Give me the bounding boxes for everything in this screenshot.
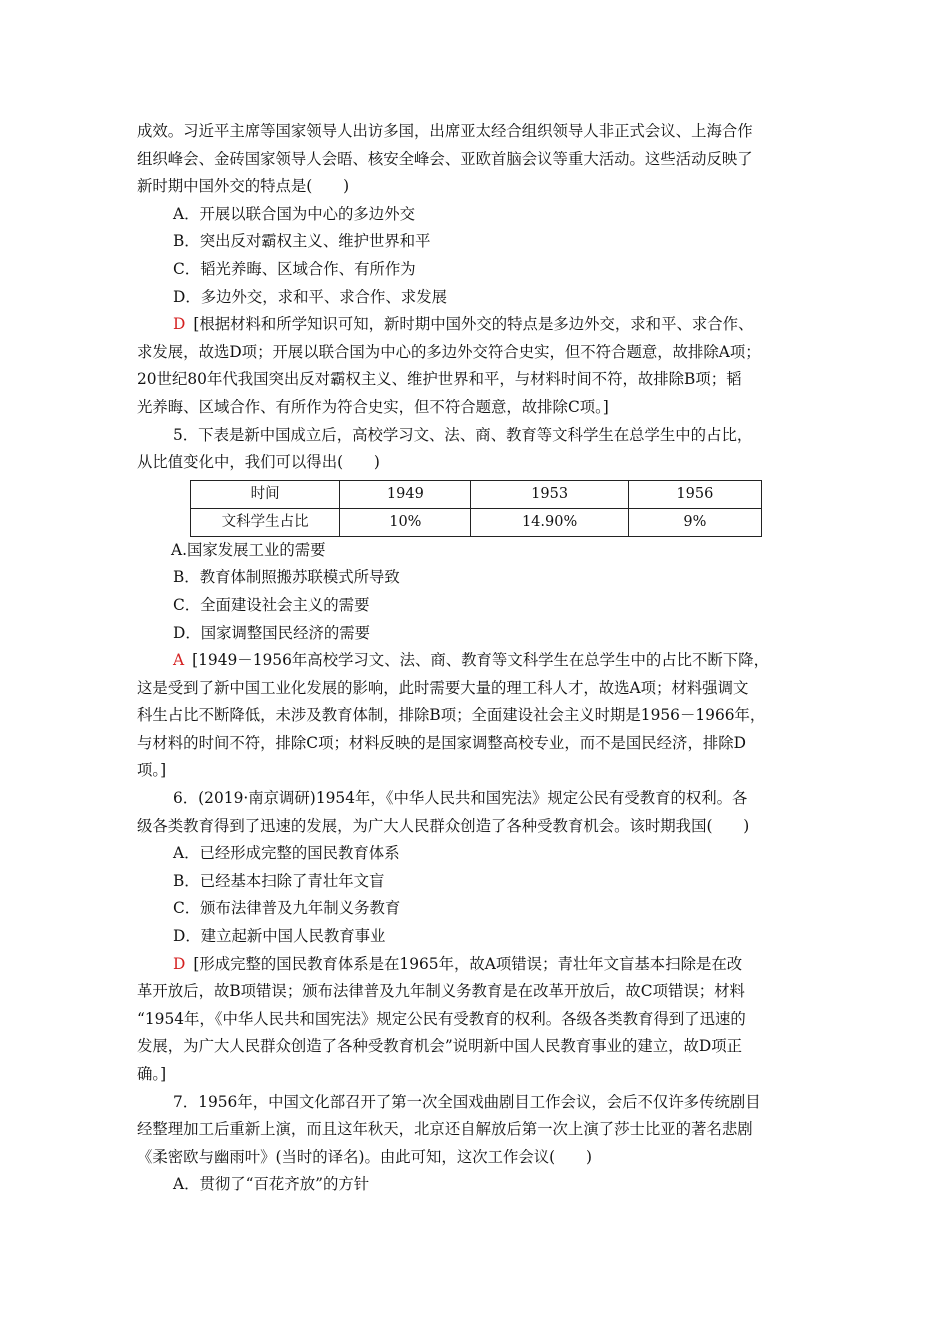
q4-stem-line: 新时期中国外交的特点是( ) bbox=[137, 177, 350, 196]
q7-option-a: A．贯彻了“百花齐放”的方针 bbox=[173, 1175, 370, 1194]
q4-explanation-line bbox=[137, 311, 817, 339]
q4-explanation-line: 光养晦、区域合作、有所作为符合史实，但不符合题意，故排除C项。] bbox=[137, 397, 609, 416]
table-cell: 9% bbox=[628, 508, 761, 536]
table-row bbox=[191, 508, 762, 536]
q6-explanation-line: 发展，为广大人民群众创造了各种受教育机会”说明新中国人民教育事业的建立，故D项正 bbox=[137, 1037, 743, 1056]
q7-stem-line: 7．1956年，中国文化部召开了第一次全国戏曲剧目工作会议，会后不仅许多传统剧目 bbox=[173, 1092, 761, 1111]
q4-option-a: A．开展以联合国为中心的多边外交 bbox=[173, 204, 415, 223]
q4-option-d: D．多边外交，求和平、求合作、求发展 bbox=[173, 287, 447, 306]
q6-explanation-line: 革开放后，故B项错误；颁布法律普及九年制义务教育是在改革开放后，故C项错误；材料 bbox=[137, 982, 745, 1001]
q5-explanation-line: 这是受到了新中国工业化发展的影响，此时需要大量的理工科人才，故选A项；材料强调文 bbox=[137, 678, 749, 697]
q6-explanation-text: [形成完整的国民教育体系是在1965年，故A项错误；青壮年文盲基本扫除是在改 bbox=[193, 954, 743, 973]
table-cell: 1956 bbox=[628, 480, 761, 508]
q6-stem-line: 级各类教育得到了迅速的发展，为广大人民群众创造了各种受教育机会。该时期我国( ) bbox=[137, 816, 750, 835]
q5-explanation-line: 科生占比不断降低，未涉及教育体制，排除B项；全面建设社会主义时期是1956－1966年， bbox=[137, 706, 766, 725]
table-cell: 1949 bbox=[340, 480, 471, 508]
q5-explanation-text: [1949－1956年高校学习文、法、商、教育等文科学生在总学生中的占比不断下降， bbox=[192, 651, 769, 670]
table-cell: 时间 bbox=[191, 480, 340, 508]
q6-explanation-line: “1954年，《中华人民共和国宪法》规定公民有受教育的权利。各级各类教育得到了迅速的 bbox=[137, 1009, 746, 1028]
q5-explanation-line bbox=[137, 647, 817, 675]
table-cell: 10% bbox=[340, 508, 471, 536]
document-content bbox=[137, 118, 817, 1199]
table-cell: 1953 bbox=[471, 480, 628, 508]
q4-explanation-text: [根据材料和所学知识可知，新时期中国外交的特点是多边外交，求和平、求合作、 bbox=[193, 315, 754, 334]
q7-stem-line: 经整理加工后重新上演，而且这年秋天，北京还自解放后第一次上演了莎士比亚的著名悲剧 bbox=[137, 1120, 753, 1139]
q6-answer-letter: D bbox=[173, 954, 186, 973]
q6-option-b: B．已经基本扫除了青壮年文盲 bbox=[173, 871, 385, 890]
q5-answer-letter: A bbox=[173, 651, 185, 670]
q5-option-d: D．国家调整国民经济的需要 bbox=[173, 623, 371, 642]
q6-explanation-line bbox=[137, 951, 817, 979]
q6-stem-line: 6．(2019·南京调研)1954年，《中华人民共和国宪法》规定公民有受教育的权利。各 bbox=[173, 789, 748, 808]
q4-stem-line: 成效。习近平主席等国家领导人出访多国，出席亚太经合组织领导人非正式会议、上海合作 bbox=[137, 122, 753, 140]
q6-option-c: C．颁布法律普及九年制义务教育 bbox=[173, 899, 401, 918]
q5-explanation-line: 项。] bbox=[137, 761, 167, 780]
q5-option-a: A.国家发展工业的需要 bbox=[171, 540, 326, 559]
q7-stem-line: 《柔密欧与幽雨叶》(当时的译名)。由此可知，这次工作会议( ) bbox=[137, 1147, 592, 1166]
q4-option-c: C．韬光养晦、区域合作、有所作为 bbox=[173, 259, 416, 278]
table-cell: 文科学生占比 bbox=[191, 508, 340, 536]
q5-stem-line: 从比值变化中，我们可以得出( ) bbox=[137, 453, 380, 472]
q4-explanation-line: 求发展，故选D项；开展以联合国为中心的多边外交符合史实，但不符合题意，故排除A项； bbox=[137, 342, 761, 361]
q4-stem-line: 组织峰会、金砖国家领导人会晤、核安全峰会、亚欧首脑会议等重大活动。这些活动反映了 bbox=[137, 149, 753, 168]
q4-answer-letter: D bbox=[173, 315, 186, 334]
q6-option-a: A．已经形成完整的国民教育体系 bbox=[173, 844, 400, 863]
q4-option-b: B．突出反对霸权主义、维护世界和平 bbox=[173, 232, 431, 251]
q5-stem-line: 5．下表是新中国成立后，高校学习文、法、商、教育等文科学生在总学生中的占比， bbox=[173, 425, 753, 444]
table-header-row bbox=[191, 480, 762, 508]
q4-explanation-line: 20世纪80年代我国突出反对霸权主义、维护世界和平，与材料时间不符，故排除B项；韬 bbox=[137, 370, 742, 389]
q5-option-c: C．全面建设社会主义的需要 bbox=[173, 595, 370, 614]
q5-data-table bbox=[190, 480, 762, 537]
table-cell: 14.90% bbox=[471, 508, 628, 536]
q6-explanation-line: 确。] bbox=[137, 1065, 167, 1083]
q6-option-d: D．建立起新中国人民教育事业 bbox=[173, 927, 386, 946]
q5-option-b: B．教育体制照搬苏联模式所导致 bbox=[173, 568, 400, 587]
q5-explanation-line: 与材料的时间不符，排除C项；材料反映的是国家调整高校专业，而不是国民经济，排除D bbox=[137, 733, 746, 752]
